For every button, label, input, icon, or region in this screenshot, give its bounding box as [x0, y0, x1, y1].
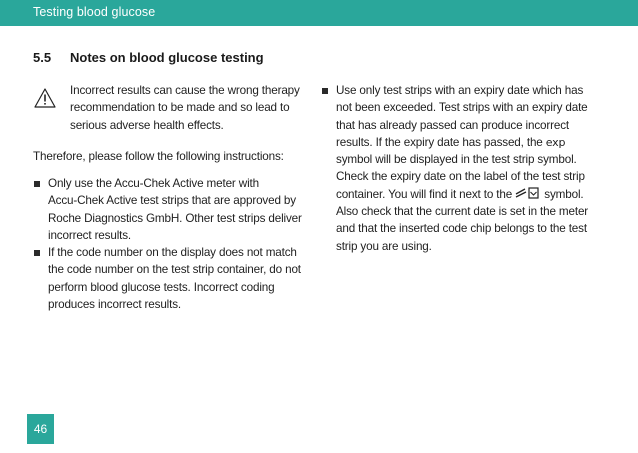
- section-title: Testing blood glucose: [33, 5, 156, 19]
- warning-line: Incorrect results can cause the wrong therapy: [70, 84, 300, 97]
- warning-line: recommendation to be made and so lead to: [70, 101, 290, 115]
- bullet-line: perform blood glucose tests. Incorrect coding: [48, 280, 275, 294]
- page-heading: [33, 50, 264, 65]
- bullet-item: [48, 244, 318, 313]
- bullet-text: results. If the expiry date has passed, the: [336, 135, 546, 149]
- bullet-line: If the code number on the display does not match: [48, 246, 297, 259]
- header-bar: [0, 0, 638, 26]
- page-tab: [27, 414, 54, 444]
- test-strip-container-symbol-icon: [515, 187, 541, 199]
- bullet-square-icon: [34, 250, 40, 256]
- bullet-line: Use only test strips with an expiry date which has: [336, 84, 584, 97]
- exp-label: exp: [545, 135, 566, 149]
- bullet-square-icon: [322, 88, 328, 94]
- section-title-text: Notes on blood glucose testing: [70, 50, 264, 65]
- bullet-item: [48, 175, 318, 244]
- bullet-line: that has already passed can produce incorrect: [336, 118, 569, 132]
- warning-line: serious adverse health effects.: [70, 118, 224, 132]
- warning-triangle-icon: [34, 88, 56, 108]
- page-number: 46: [33, 422, 48, 436]
- bullet-line: Only use the Accu-Chek Active meter with: [48, 177, 259, 190]
- bullet-line: Roche Diagnostics GmbH. Other test strips deliver: [48, 211, 302, 225]
- bullet-line: the code number on the test strip container, do not: [48, 263, 301, 277]
- bullet-square-icon: [34, 181, 40, 187]
- bullet-line: incorrect results.: [48, 228, 132, 242]
- bullet-line: strip you are using.: [336, 239, 432, 253]
- bullet-line: produces incorrect results.: [48, 297, 182, 311]
- bullet-item: [336, 82, 604, 255]
- bullet-line: [336, 186, 604, 203]
- bullet-line: and that the inserted code chip belongs to the test: [336, 222, 587, 236]
- warning-text: [70, 82, 315, 134]
- intro-text: Therefore, please follow the following instructions:: [33, 150, 284, 163]
- bullet-line: Accu-Chek Active test strips that are approved by: [48, 194, 296, 208]
- bullet-text: container. You will find it next to the: [336, 187, 516, 201]
- bullet-line: not been exceeded. Test strips with an expiry date: [336, 101, 588, 115]
- bullet-text: symbol.: [541, 187, 584, 201]
- bullet-line: Also check that the current date is set in the meter: [336, 205, 589, 219]
- section-number: 5.5: [33, 50, 52, 65]
- bullet-line: [336, 134, 604, 151]
- bullet-line: symbol will be displayed in the test strip symbol.: [336, 153, 577, 167]
- bullet-line: Check the expiry date on the label of the test strip: [336, 170, 585, 184]
